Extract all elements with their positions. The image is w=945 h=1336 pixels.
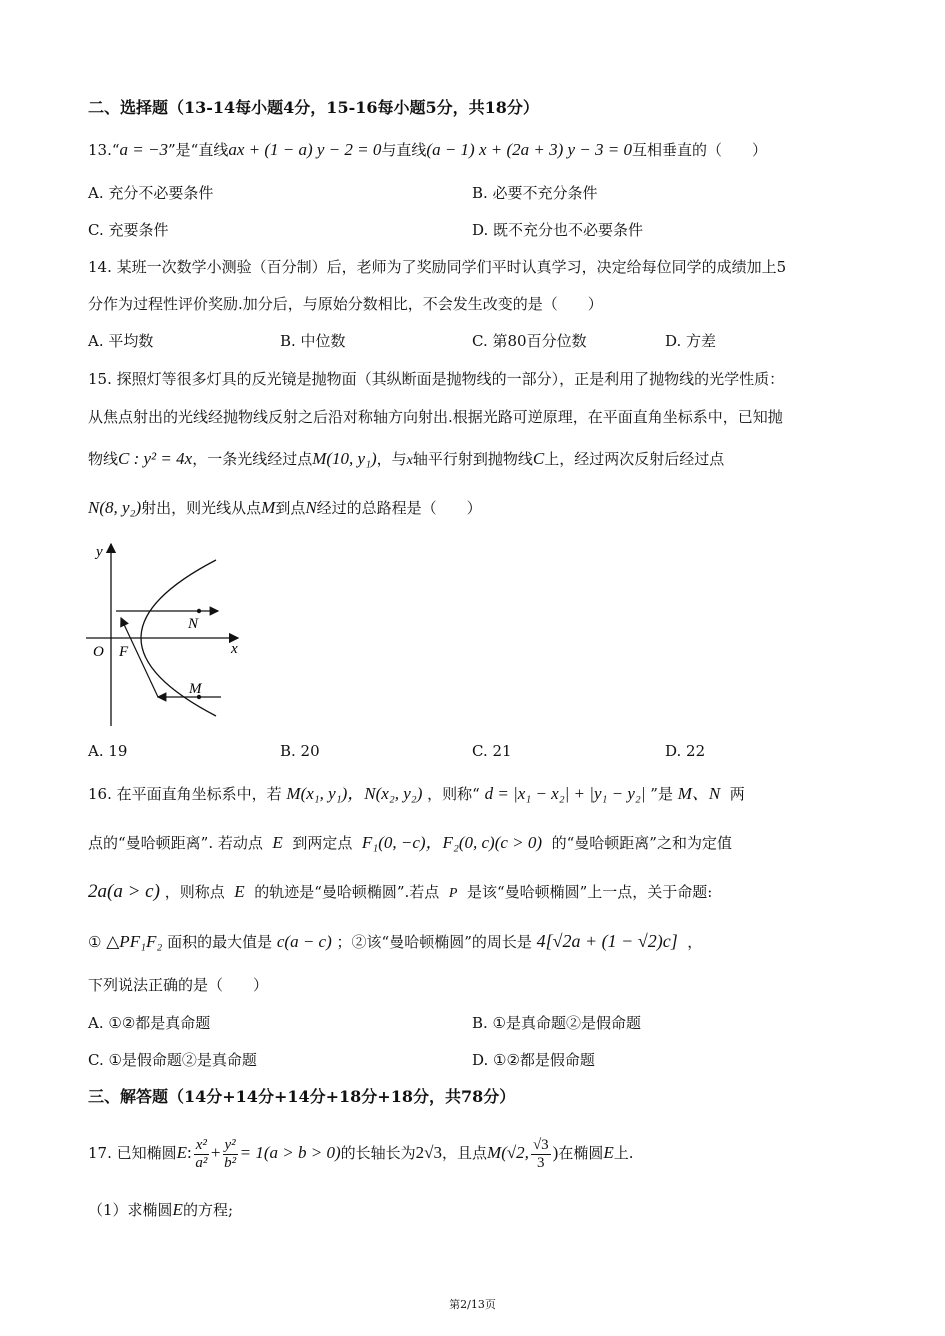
math-rhs: = 1(a > b > 0) (239, 1143, 341, 1162)
math-e: E (176, 1143, 188, 1162)
math-triangle: △PF₁F₂ (106, 932, 163, 951)
question-17-part-1 (88, 1199, 233, 1221)
math-e: E (172, 1200, 183, 1219)
denominator: 3 (537, 1154, 545, 1171)
question-13-stem (88, 139, 767, 161)
text: ，一条光线经过点 (192, 450, 313, 468)
question-17-stem (88, 1131, 634, 1175)
text: 面积的最大值是 (167, 933, 273, 951)
section-title-3: 三、解答题（14分+14分+14分+18分+18分，共78分） (88, 1087, 516, 1106)
text: 的长轴长为 (340, 1144, 416, 1162)
text: ，且点 (442, 1144, 488, 1162)
option-d: D. 方差 (665, 332, 717, 350)
numerator: y² (224, 1136, 236, 1153)
text: 上，经过两次反射后经过点 (544, 450, 725, 468)
option-c: C. 21 (472, 742, 512, 760)
stem-text: ”是“直线 (167, 141, 229, 159)
option-b: B. ①是真命题②是假命题 (472, 1014, 642, 1032)
question-15-line-3 (88, 448, 724, 472)
fraction-y (223, 1137, 238, 1172)
math-length: 2√3 (415, 1143, 443, 1162)
option-c: C. ①是假命题②是真命题 (88, 1051, 257, 1069)
label-f: F (119, 644, 129, 660)
text: 16. 在平面直角坐标系中，若 (88, 785, 282, 803)
option-a: A. 充分不必要条件 (88, 184, 214, 202)
option-c: C. 充要条件 (88, 221, 169, 239)
quote-open: “ (111, 141, 120, 159)
option-d: D. 既不充分也不必要条件 (472, 221, 644, 239)
parabola-figure (86, 538, 246, 730)
question-15-line-1: 15. 探照灯等很多灯具的反光镜是抛物面（其纵断面是抛物线的一部分），正是利用了抛物线的光学性质： (88, 370, 785, 388)
question-16-line-1 (88, 783, 745, 805)
text: 的轨迹是“曼哈顿椭圆”.若点 (254, 883, 440, 901)
question-14-line-1: 14. 某班一次数学小测验（百分制）后，老师为了奖励同学们平时认真学习，决定给每位同学的成绩加上5 (88, 258, 787, 276)
text: 是该“曼哈顿椭圆”上一点，关于命题: (466, 883, 713, 901)
math-foci: F₁(0, −c)，F₂(0, c)(c > 0) (361, 833, 543, 852)
math-points: M(x₁, y₁)，N(x₂, y₂) (286, 784, 423, 803)
math-point: M(√2, (487, 1143, 529, 1162)
numerator: x² (195, 1136, 207, 1153)
text: 到两定点 (292, 834, 353, 852)
question-16-line-5: 下列说法正确的是（ ） (88, 976, 269, 994)
label-y: y (96, 544, 103, 560)
label-m: M (189, 681, 202, 697)
math-condition: a = −3 (119, 140, 168, 159)
stem-text: 互相垂直的（ ） (632, 141, 768, 159)
option-a: A. 平均数 (88, 332, 154, 350)
text: 射出，则光线从点 (141, 499, 262, 517)
math-e: E (234, 882, 245, 901)
math-2a: 2a(a > c) (88, 881, 160, 902)
math-p: P (448, 886, 458, 901)
option-d: D. 22 (665, 742, 706, 760)
option-b: B. 中位数 (280, 332, 346, 350)
text: 到点 (275, 499, 306, 517)
denominator: a² (195, 1154, 208, 1171)
label-x: x (231, 641, 238, 657)
question-number: 13. (88, 141, 112, 159)
fraction-x (194, 1137, 209, 1172)
math-line-2: (a − 1) x + (2a + 3) y − 3 = 0 (426, 140, 632, 159)
option-c: C. 第80百分位数 (472, 332, 587, 350)
math-distance: d = |x₁ − x₂| + |y₁ − y₂| (484, 784, 646, 803)
option-a: A. ①②都是真命题 (88, 1014, 211, 1032)
math-parabola: C : y² = 4x (118, 449, 193, 468)
text: 物线 (88, 450, 119, 468)
text: 点的“曼哈顿距离”. 若动点 (88, 834, 263, 852)
question-14-line-2: 分作为过程性评价奖励.加分后，与原始分数相比，不会发生改变的是（ ） (88, 295, 603, 313)
denominator: b² (224, 1154, 237, 1171)
math-e: E (272, 833, 283, 852)
text: ；②该“曼哈顿椭圆”的周长是 (336, 933, 532, 951)
math-x: x (406, 453, 413, 468)
text: ， (687, 933, 703, 951)
question-16-line-3 (88, 881, 712, 905)
text: 的“曼哈顿距离”之和为定值 (551, 834, 732, 852)
math-c: C (532, 449, 545, 468)
option-b: B. 20 (280, 742, 320, 760)
question-15-line-2: 从焦点射出的光线经抛物线反射之后沿对称轴方向射出.根据光路可逆原理，在平面直角坐标系中，已知抛 (88, 408, 783, 426)
text: ”是 (650, 785, 673, 803)
math-point-n: N(8, y₂) (88, 498, 142, 517)
question-16-line-2 (88, 832, 732, 854)
option-b: B. 必要不充分条件 (472, 184, 598, 202)
text: 两 (729, 785, 745, 803)
option-a: A. 19 (88, 742, 128, 760)
text: 轴平行射到抛物线 (412, 450, 533, 468)
math-e: E (603, 1143, 614, 1162)
fraction-point (531, 1137, 551, 1172)
question-15-line-4 (88, 497, 482, 519)
text: 的方程; (182, 1201, 233, 1219)
numerator: √3 (532, 1136, 549, 1153)
stem-text: 与直线 (381, 141, 427, 159)
option-d: D. ①②都是假命题 (472, 1051, 595, 1069)
page-footer: 第2/13页 (449, 1298, 496, 1311)
text: 17. 已知椭圆 (88, 1144, 177, 1162)
text: ，与 (376, 450, 407, 468)
text: 在椭圆 (558, 1144, 604, 1162)
point-n (197, 609, 201, 613)
math-paren: ) (552, 1143, 559, 1162)
math-perimeter: 4[√2a + (1 − √2)c] (536, 931, 678, 951)
math-colon: : (187, 1143, 192, 1162)
text: 经过的总路程是（ ） (316, 499, 482, 517)
text: ，则称点 (164, 883, 225, 901)
math-n: N (305, 498, 317, 517)
math-max-area: c(a − c) (276, 932, 332, 951)
text: 上. (613, 1144, 634, 1162)
math-point-m: M(10, y₁) (312, 449, 377, 468)
text: ，则称“ (427, 785, 480, 803)
text: ① (88, 933, 102, 951)
math-line-1: ax + (1 − a) y − 2 = 0 (228, 140, 382, 159)
math-mn: M、N (677, 784, 721, 803)
math-m: M (261, 498, 276, 517)
section-title-2: 二、选择题（13-14每小题4分，15-16每小题5分，共18分） (88, 98, 539, 117)
question-16-line-4 (88, 930, 702, 953)
label-n: N (188, 616, 199, 632)
label-o: O (93, 644, 104, 660)
text: （1）求椭圆 (88, 1201, 173, 1219)
math-plus: + (210, 1143, 221, 1162)
